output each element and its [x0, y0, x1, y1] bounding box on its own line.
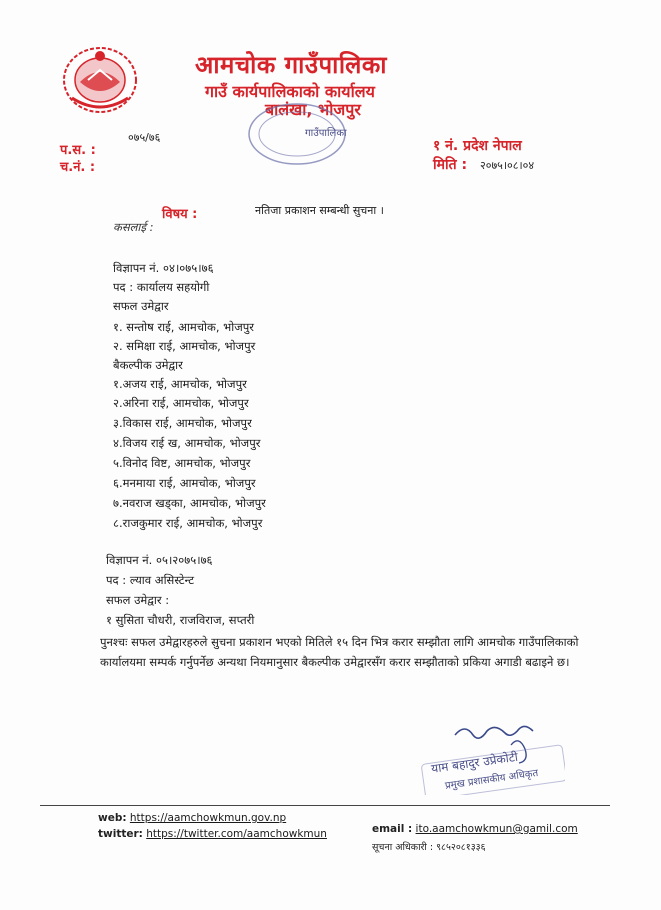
notice2-ad-no: विज्ञापन नं. ०५।२०७५।७६ — [106, 553, 213, 567]
notice2-successful-heading: सफल उमेद्वार : — [106, 593, 170, 607]
office-name: आमचोक गाउँपालिका — [195, 51, 387, 79]
notice1-ad-no: विज्ञापन नं. ०४।०७५।७६ — [113, 261, 214, 275]
list-item: १. सन्तोष राई, आमचोक, भोजपुर — [113, 320, 254, 334]
list-item: १ सुसिता चौधरी, राजविराज, सप्तरी — [106, 613, 255, 627]
salutation: कसलाई : — [113, 220, 154, 234]
office-location: बालंखा, भोजपुर — [265, 100, 361, 119]
list-item: ४.विजय राई ख, आमचोक, भोजपुर — [113, 436, 261, 450]
list-item: ५.विनोद विष्ट, आमचोक, भोजपुर — [113, 456, 251, 470]
twitter-label: twitter: — [98, 828, 143, 840]
list-item: ३.विकास राई, आमचोक, भोजपुर — [113, 416, 252, 430]
subject-label: विषय : — [162, 207, 198, 222]
list-item: ६.मनमाया राई, आमचोक, भोजपुर — [113, 476, 256, 490]
nepal-emblem-icon — [58, 42, 142, 116]
signatory-title: प्रमुख प्रशासकीय अधिकृत — [444, 767, 539, 792]
seal-text: गाउँपालिका — [305, 128, 347, 139]
website-link[interactable]: https://aamchowkmun.gov.np — [129, 812, 287, 824]
ps-value: ०७५/७६ — [128, 131, 161, 144]
office-seal-stamp — [245, 100, 350, 168]
email-label: email : — [372, 823, 413, 835]
date-value: २०७५।०८।०४ — [480, 159, 535, 172]
postscript-paragraph: पुनश्चः सफल उमेद्वारहरुले सुचना प्रकाशन भएको मितिले १५ दिन भित्र करार सम्झौता लागि आमचोक गाउँपालिकाको कार्यालयमा सम्पर्क गर्नुपर्नेछ अन्यथा नियमानुसार बैकल्पीक उमेद्वारसँग करार सम्झौताको प्रकिया अगाडी बढाइने छ। — [100, 635, 579, 669]
subject-text: नतिजा प्रकाशन सम्बन्धी सुचना । — [255, 204, 384, 217]
web-label: web: — [98, 812, 127, 824]
list-item: १.अजय राई, आमचोक, भोजपुर — [113, 377, 247, 391]
list-item: २. समिक्षा राई, आमचोक, भोजपुर — [113, 339, 256, 353]
province-label: १ नं. प्रदेश नेपाल — [433, 138, 522, 154]
footer-divider — [40, 805, 610, 806]
office-subtitle: गाउँ कार्यपालिकाको कार्यालय — [205, 82, 375, 101]
list-item: २.अरिना राई, आमचोक, भोजपुर — [113, 396, 249, 410]
notice2-post: पद : ल्याव असिस्टेन्ट — [106, 573, 194, 587]
twitter-link[interactable]: https://twitter.com/aamchowkmun — [146, 828, 327, 840]
ps-label: प.स. : — [60, 143, 96, 158]
list-item: ८.राजकुमार राई, आमचोक, भोजपुर — [113, 516, 263, 530]
signatory-name: याम बहादुर उप्रेकोटी — [430, 749, 519, 776]
notice1-post: पद : कार्यालय सहयोगी — [113, 280, 210, 294]
info-officer: सूचना अधिकारी : ९८५२०८१३३६ — [372, 842, 486, 853]
cn-label: च.नं. : — [60, 160, 96, 175]
notice1-alternate-heading: बैकल्पीक उमेद्वार — [113, 358, 183, 372]
email-link[interactable]: ito.aamchowkmun@gamil.com — [415, 823, 578, 835]
date-label: मिति : — [433, 157, 468, 173]
list-item: ७.नवराज खड्का, आमचोक, भोजपुर — [113, 496, 266, 510]
notice1-successful-heading: सफल उमेद्वार — [113, 299, 169, 313]
